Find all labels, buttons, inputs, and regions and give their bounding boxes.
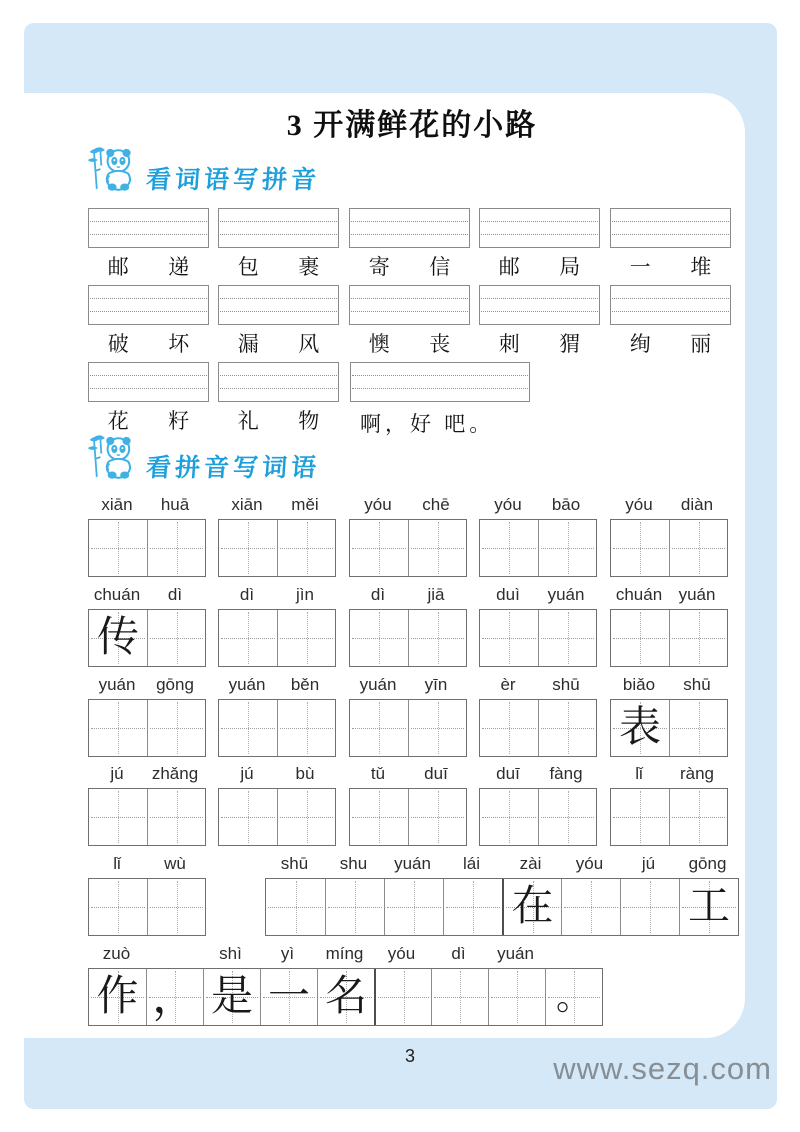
pinyin-label: tǔ <box>370 764 386 783</box>
grid-cell <box>408 520 466 576</box>
grid-cell <box>147 610 205 666</box>
pinyin-label: yuán <box>98 675 136 694</box>
character-grid <box>88 968 603 1026</box>
guide-line <box>481 234 598 235</box>
word-label: 啊，好 吧。 <box>360 412 495 436</box>
grid-cell <box>89 789 147 845</box>
pinyin-label: yuán <box>394 854 431 873</box>
answer-char: 传 <box>96 615 139 661</box>
character-grid <box>88 878 206 936</box>
pinyin-writing-box <box>218 208 339 248</box>
grid-cell <box>260 969 317 1025</box>
word-label <box>218 408 339 432</box>
word-char: 邮 <box>498 255 520 279</box>
character-grid <box>479 519 597 577</box>
grid-cell <box>147 520 205 576</box>
grid-cell <box>408 789 466 845</box>
grid-cell <box>538 520 596 576</box>
guide-line <box>90 298 207 299</box>
pinyin-label: yóu <box>387 944 416 963</box>
word-char: 寄 <box>368 255 390 279</box>
word-char: 包 <box>237 255 259 279</box>
grid-cell <box>480 520 538 576</box>
pinyin-label: chē <box>422 495 450 514</box>
grid-cell <box>611 520 669 576</box>
grid-cell <box>325 879 384 935</box>
section1-header-label: 看词语写拼音 <box>145 167 321 194</box>
pinyin-label: fàng <box>549 764 583 783</box>
pinyin-label: bù <box>295 764 315 783</box>
pinyin-label: lǐ <box>113 854 121 873</box>
word-char: 邮 <box>107 255 129 279</box>
pinyin-label: xiān <box>101 495 133 514</box>
section2-header-label: 看拼音写词语 <box>145 455 321 482</box>
pinyin-writing-box <box>349 285 470 325</box>
grid-cell <box>147 789 205 845</box>
character-grid <box>610 519 728 577</box>
pinyin-label: míng <box>325 944 364 963</box>
word-char: 花 <box>107 409 129 433</box>
grid-cell <box>480 700 538 756</box>
pinyin-label: shū <box>552 675 580 694</box>
answer-char: 表 <box>618 705 661 751</box>
panda-bamboo-icon <box>86 145 140 200</box>
word-label <box>479 331 600 355</box>
character-grid <box>218 788 336 846</box>
guide-line <box>351 311 468 312</box>
grid-cell <box>488 969 545 1025</box>
page-number: 3 <box>404 1046 415 1066</box>
guide-line <box>351 298 468 299</box>
pinyin-label: lái <box>462 854 480 873</box>
character-grid <box>349 519 467 577</box>
pinyin-label: yuán <box>678 585 716 604</box>
pinyin-label: chuán <box>93 585 141 604</box>
word-label <box>479 254 600 278</box>
word-label <box>88 254 209 278</box>
guide-line <box>90 375 207 376</box>
guide-line <box>220 234 337 235</box>
pinyin-label: yóu <box>494 495 522 514</box>
grid-cell <box>147 700 205 756</box>
word-char: 籽 <box>168 409 190 433</box>
pinyin-label: biǎo <box>622 675 656 694</box>
character-grid <box>88 788 206 846</box>
answer-char: 名 <box>324 974 367 1020</box>
pinyin-label: jìn <box>296 585 314 604</box>
pinyin-label: yuán <box>497 944 534 963</box>
pinyin-label: jú <box>641 854 656 873</box>
pinyin-label: lǐ <box>635 764 643 783</box>
word-label <box>349 254 470 278</box>
guide-line <box>612 221 729 222</box>
character-grid <box>349 609 467 667</box>
pinyin-label: yuán <box>228 675 266 694</box>
pinyin-label: yì <box>280 944 295 963</box>
word-char: 裹 <box>298 255 320 279</box>
pinyin-writing-box <box>218 362 339 402</box>
word-char: 信 <box>429 255 451 279</box>
grid-cell <box>620 879 679 935</box>
character-grid <box>218 519 336 577</box>
word-label <box>218 254 339 278</box>
pinyin-label: huā <box>160 495 190 514</box>
grid-cell <box>384 879 443 935</box>
word-char: 丽 <box>690 332 712 356</box>
grid-cell <box>277 610 335 666</box>
word-char: 懊 <box>368 332 390 356</box>
pinyin-label: yóu <box>364 495 392 514</box>
grid-cell <box>538 700 596 756</box>
guide-line <box>612 311 729 312</box>
grid-cell <box>611 610 669 666</box>
grid-cell <box>431 969 488 1025</box>
grid-cell <box>146 969 203 1025</box>
character-grid <box>610 699 728 757</box>
pinyin-label: yuán <box>547 585 585 604</box>
word-char: 丧 <box>429 332 451 356</box>
guide-line <box>351 234 468 235</box>
pinyin-label: yīn <box>424 675 448 694</box>
grid-cell <box>219 700 277 756</box>
guide-line <box>352 375 528 376</box>
grid-cell <box>538 789 596 845</box>
pinyin-label: shū <box>280 854 309 873</box>
word-char: 破 <box>107 332 129 356</box>
pinyin-label: xiān <box>231 495 263 514</box>
guide-line <box>481 298 598 299</box>
word-char: 漏 <box>237 332 259 356</box>
grid-cell <box>443 879 502 935</box>
grid-cell <box>669 520 727 576</box>
panda-bamboo-icon <box>86 433 140 488</box>
pinyin-label: duī <box>424 764 448 783</box>
grid-cell <box>219 610 277 666</box>
pinyin-label: zuò <box>102 944 131 963</box>
character-grid <box>88 519 206 577</box>
pinyin-label: shì <box>219 944 242 963</box>
pinyin-label: jú <box>110 764 124 783</box>
grid-cell <box>408 700 466 756</box>
pinyin-label: yóu <box>575 854 604 873</box>
pinyin-label: gōng <box>688 854 727 873</box>
word-char: 一 <box>629 255 651 279</box>
grid-cell <box>679 879 738 935</box>
grid-cell <box>277 520 335 576</box>
grid-cell <box>408 610 466 666</box>
guide-line <box>90 221 207 222</box>
grid-cell <box>669 700 727 756</box>
guide-line <box>612 234 729 235</box>
guide-line <box>481 311 598 312</box>
answer-char: 在 <box>511 884 554 930</box>
character-grid <box>88 699 206 757</box>
pinyin-label: dì <box>370 585 386 604</box>
character-grid <box>218 609 336 667</box>
character-grid <box>610 609 728 667</box>
pinyin-writing-box <box>88 362 209 402</box>
pinyin-label: zài <box>519 854 542 873</box>
character-grid <box>88 609 206 667</box>
guide-line <box>220 221 337 222</box>
grid-cell <box>317 969 374 1025</box>
grid-cell <box>147 879 205 935</box>
grid-cell <box>669 610 727 666</box>
word-label <box>88 331 209 355</box>
guide-line <box>220 375 337 376</box>
pinyin-writing-box <box>479 208 600 248</box>
word-char: 刺 <box>498 332 520 356</box>
answer-char: 。 <box>555 977 592 1017</box>
section1-header <box>86 148 320 200</box>
grid-cell <box>277 700 335 756</box>
pinyin-label: shū <box>683 675 711 694</box>
grid-cell <box>350 520 408 576</box>
grid-cell <box>350 610 408 666</box>
pinyin-label: ràng <box>679 764 715 783</box>
character-grid <box>610 788 728 846</box>
character-grid <box>349 788 467 846</box>
answer-char: 一 <box>267 974 310 1020</box>
pinyin-writing-box <box>218 285 339 325</box>
guide-line <box>220 311 337 312</box>
guide-line <box>220 298 337 299</box>
grid-cell <box>89 969 146 1025</box>
grid-cell <box>374 969 431 1025</box>
grid-cell <box>89 700 147 756</box>
grid-cell <box>350 789 408 845</box>
pinyin-label: diàn <box>680 495 714 514</box>
character-grid <box>218 699 336 757</box>
character-grid <box>479 699 597 757</box>
pinyin-label: chuán <box>615 585 663 604</box>
grid-cell <box>545 969 602 1025</box>
word-char: 物 <box>298 409 320 433</box>
page-title: 3 开满鲜花的小路 <box>286 109 538 142</box>
pinyin-label: yuán <box>359 675 397 694</box>
word-char: 局 <box>559 255 581 279</box>
pinyin-label: jú <box>240 764 254 783</box>
grid-cell <box>89 520 147 576</box>
word-char: 礼 <box>237 409 259 433</box>
watermark: www.sezq.com <box>553 1051 772 1086</box>
guide-line <box>90 311 207 312</box>
word-label <box>349 331 470 355</box>
answer-char: ， <box>152 971 198 1022</box>
grid-cell <box>611 700 669 756</box>
grid-cell <box>350 700 408 756</box>
pinyin-label: jiā <box>427 585 445 604</box>
pinyin-label: shu <box>339 854 368 873</box>
pinyin-writing-box <box>610 208 731 248</box>
word-char: 风 <box>298 332 320 356</box>
word-label <box>218 331 339 355</box>
pinyin-label: èr <box>500 675 516 694</box>
pinyin-writing-box <box>479 285 600 325</box>
grid-cell <box>89 610 147 666</box>
character-grid <box>479 788 597 846</box>
pinyin-writing-box <box>610 285 731 325</box>
guide-line <box>612 298 729 299</box>
answer-char: 是 <box>210 974 253 1020</box>
grid-cell <box>669 789 727 845</box>
grid-cell <box>89 879 147 935</box>
grid-cell <box>480 610 538 666</box>
guide-line <box>481 221 598 222</box>
grid-cell <box>561 879 620 935</box>
answer-char: 工 <box>687 884 730 930</box>
grid-cell <box>480 789 538 845</box>
word-label <box>610 331 731 355</box>
word-char: 绚 <box>629 332 651 356</box>
pinyin-label: měi <box>291 495 319 514</box>
pinyin-label: duī <box>496 764 520 783</box>
grid-cell <box>611 789 669 845</box>
word-char: 坏 <box>168 332 190 356</box>
character-grid <box>479 609 597 667</box>
guide-line <box>351 221 468 222</box>
pinyin-writing-box <box>88 208 209 248</box>
word-label <box>88 408 209 432</box>
pinyin-label: dì <box>239 585 255 604</box>
answer-char: 作 <box>96 974 139 1020</box>
pinyin-label: běn <box>290 675 320 694</box>
guide-line <box>90 388 207 389</box>
character-grid <box>349 699 467 757</box>
pinyin-label: dì <box>451 944 466 963</box>
pinyin-writing-box <box>88 285 209 325</box>
word-char: 递 <box>168 255 190 279</box>
grid-cell <box>538 610 596 666</box>
grid-cell <box>502 879 561 935</box>
pinyin-label: dì <box>167 585 183 604</box>
grid-cell <box>219 520 277 576</box>
pinyin-label: zhǎng <box>151 764 199 783</box>
guide-line <box>352 388 528 389</box>
section2-header <box>86 436 320 488</box>
grid-cell <box>219 789 277 845</box>
pinyin-label: duì <box>496 585 520 604</box>
pinyin-label: gōng <box>156 675 194 694</box>
guide-line <box>90 234 207 235</box>
grid-cell <box>277 789 335 845</box>
word-char: 堆 <box>690 255 712 279</box>
guide-line <box>220 388 337 389</box>
grid-cell <box>266 879 325 935</box>
pinyin-label: bāo <box>551 495 581 514</box>
character-grid <box>265 878 739 936</box>
pinyin-label: yóu <box>625 495 653 514</box>
pinyin-writing-box <box>350 362 530 402</box>
grid-cell <box>203 969 260 1025</box>
pinyin-writing-box <box>349 208 470 248</box>
word-label <box>610 254 731 278</box>
pinyin-label: wù <box>164 854 186 873</box>
word-char: 猬 <box>559 332 581 356</box>
